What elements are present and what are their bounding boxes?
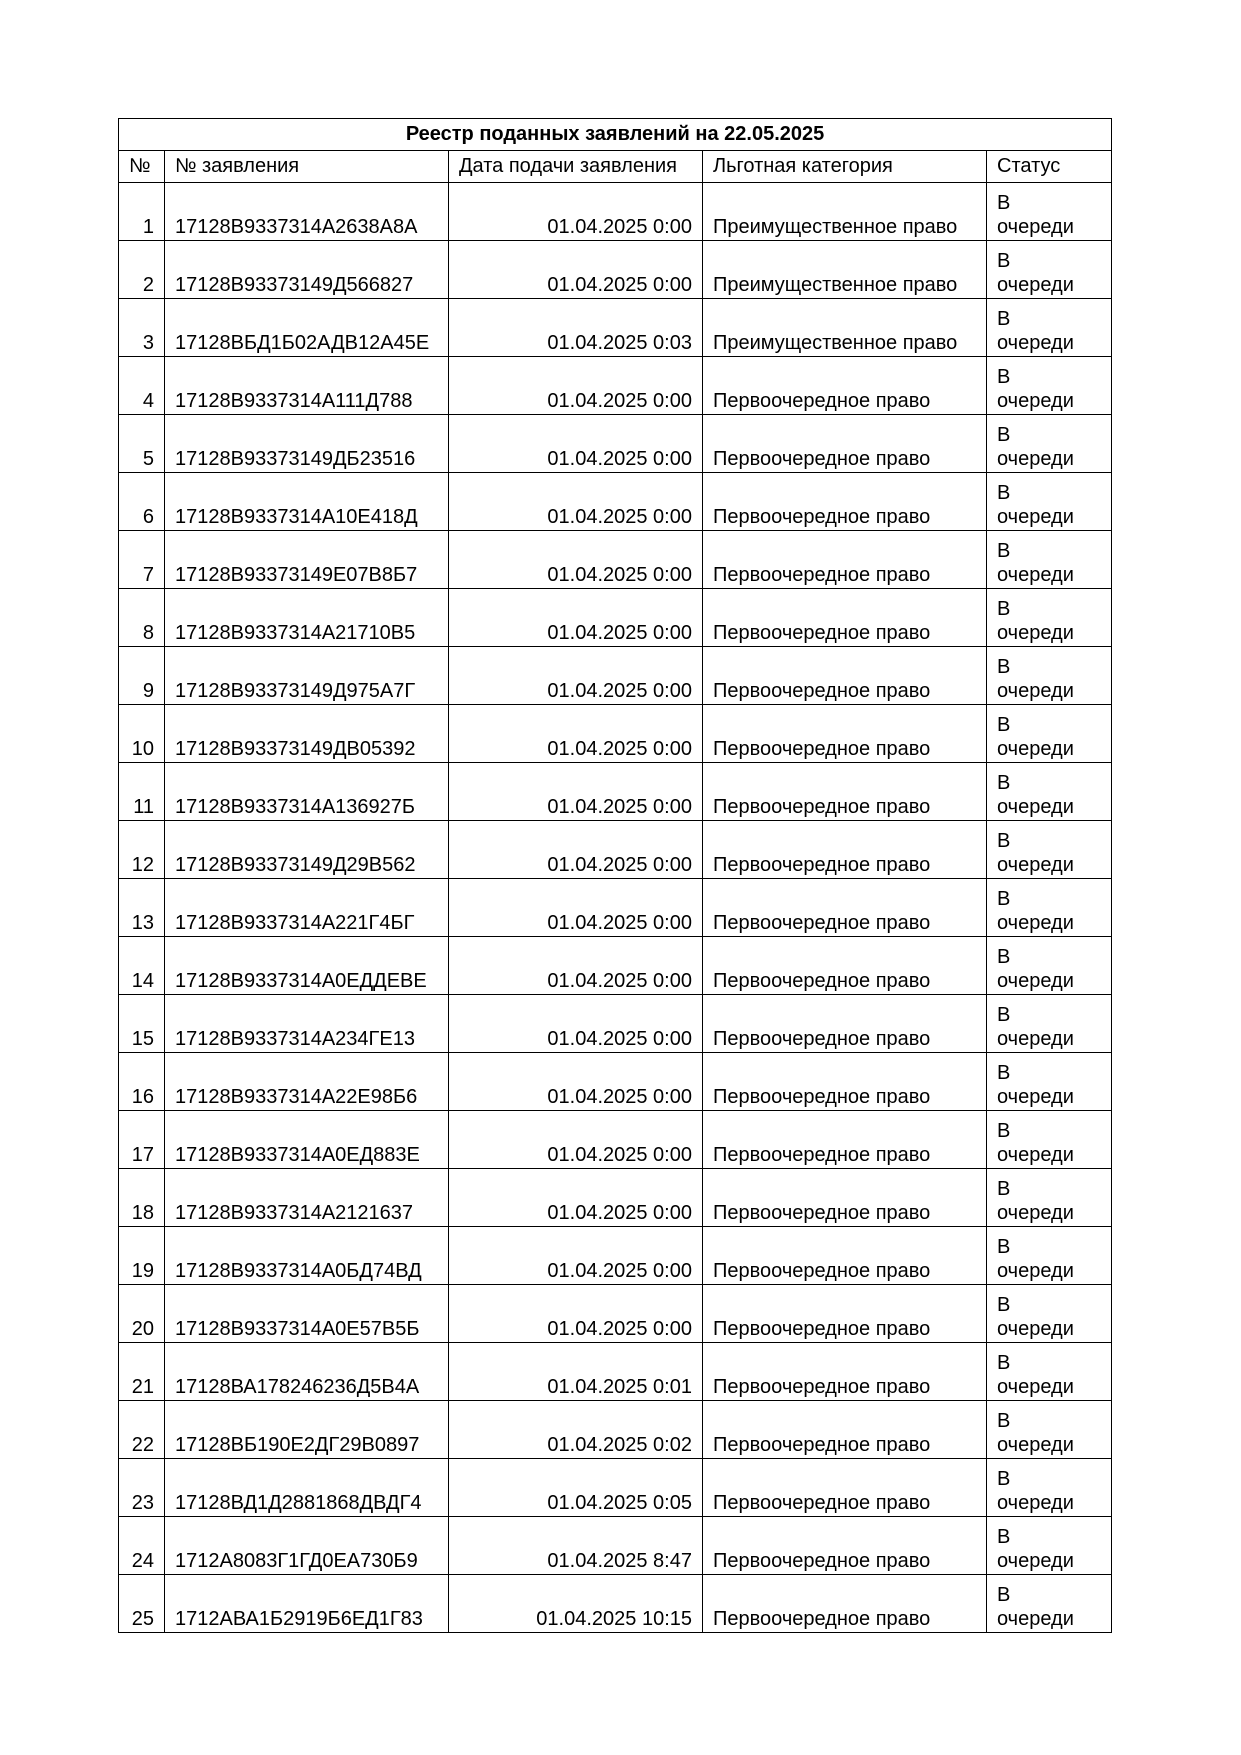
- status-text: В: [997, 1352, 1011, 1374]
- row-number: 23: [119, 1459, 165, 1517]
- application-id: 17128В9337314А221Г4БГ: [165, 879, 449, 937]
- status-text: В: [997, 540, 1011, 562]
- status: [987, 415, 1112, 473]
- table-row: [119, 1227, 1112, 1285]
- status: [987, 241, 1112, 299]
- benefit-category: Первоочередное право: [703, 647, 987, 705]
- table-row: [119, 821, 1112, 879]
- application-id: 17128ВБД1Б02АДВ12А45Е: [165, 299, 449, 357]
- registry-table: [118, 118, 1112, 1633]
- table-row: [119, 763, 1112, 821]
- status-text: очереди: [997, 332, 1074, 354]
- status: [987, 473, 1112, 531]
- application-id: 17128В9337314А2638А8А: [165, 183, 449, 241]
- status-text: очереди: [997, 506, 1074, 528]
- table-row: [119, 589, 1112, 647]
- status-text: В: [997, 714, 1011, 736]
- benefit-category: Преимущественное право: [703, 299, 987, 357]
- submission-date: 01.04.2025 0:05: [449, 1459, 703, 1517]
- column-header-benefit-category: Льготная категория: [703, 151, 987, 183]
- row-number: 8: [119, 589, 165, 647]
- status: [987, 879, 1112, 937]
- status: [987, 1053, 1112, 1111]
- column-header-application-id: № заявления: [165, 151, 449, 183]
- application-id: 17128В9337314А2121637: [165, 1169, 449, 1227]
- status-text: очереди: [997, 1318, 1074, 1340]
- status-text: очереди: [997, 448, 1074, 470]
- status-text: В: [997, 1468, 1011, 1490]
- status-text: В: [997, 192, 1011, 214]
- benefit-category: Первоочередное право: [703, 1517, 987, 1575]
- submission-date: 01.04.2025 0:02: [449, 1401, 703, 1459]
- status-text: В: [997, 1584, 1011, 1606]
- application-id: 17128В93373149ДБ23516: [165, 415, 449, 473]
- application-id: 17128ВД1Д2881868ДВДГ4: [165, 1459, 449, 1517]
- application-id: 1712АВА1Б2919Б6ЕД1Г83: [165, 1575, 449, 1633]
- row-number: 7: [119, 531, 165, 589]
- row-number: 17: [119, 1111, 165, 1169]
- status-text: очереди: [997, 274, 1074, 296]
- row-number: 3: [119, 299, 165, 357]
- benefit-category: Первоочередное право: [703, 937, 987, 995]
- table-row: [119, 531, 1112, 589]
- status: [987, 1227, 1112, 1285]
- column-header-submission-date: Дата подачи заявления: [449, 151, 703, 183]
- row-number: 12: [119, 821, 165, 879]
- status-text: В: [997, 482, 1011, 504]
- status-text: В: [997, 250, 1011, 272]
- benefit-category: Первоочередное право: [703, 1111, 987, 1169]
- benefit-category: Первоочередное право: [703, 1169, 987, 1227]
- submission-date: 01.04.2025 0:00: [449, 647, 703, 705]
- row-number: 16: [119, 1053, 165, 1111]
- table-row: [119, 473, 1112, 531]
- status-text: очереди: [997, 1550, 1074, 1572]
- benefit-category: Первоочередное право: [703, 1053, 987, 1111]
- status: [987, 763, 1112, 821]
- benefit-category: Первоочередное право: [703, 1343, 987, 1401]
- status-text: очереди: [997, 1202, 1074, 1224]
- application-id: 17128В9337314А0БД74ВД: [165, 1227, 449, 1285]
- submission-date: 01.04.2025 0:00: [449, 531, 703, 589]
- status-text: В: [997, 424, 1011, 446]
- status: [987, 589, 1112, 647]
- status-text: В: [997, 1236, 1011, 1258]
- status: [987, 1459, 1112, 1517]
- status-text: В: [997, 1294, 1011, 1316]
- submission-date: 01.04.2025 0:00: [449, 1169, 703, 1227]
- table-body: [119, 183, 1112, 1633]
- application-id: 17128В9337314А10Е418Д: [165, 473, 449, 531]
- table-row: [119, 1343, 1112, 1401]
- row-number: 20: [119, 1285, 165, 1343]
- status-text: В: [997, 656, 1011, 678]
- table-row: [119, 415, 1112, 473]
- row-number: 24: [119, 1517, 165, 1575]
- application-id: 17128В93373149Д29В562: [165, 821, 449, 879]
- benefit-category: Преимущественное право: [703, 241, 987, 299]
- submission-date: 01.04.2025 0:00: [449, 1053, 703, 1111]
- row-number: 1: [119, 183, 165, 241]
- table-row: [119, 1459, 1112, 1517]
- table-row: [119, 183, 1112, 241]
- table-row: [119, 357, 1112, 415]
- submission-date: 01.04.2025 0:00: [449, 763, 703, 821]
- status-text: очереди: [997, 912, 1074, 934]
- submission-date: 01.04.2025 0:03: [449, 299, 703, 357]
- benefit-category: Первоочередное право: [703, 821, 987, 879]
- benefit-category: Первоочередное право: [703, 705, 987, 763]
- submission-date: 01.04.2025 0:00: [449, 995, 703, 1053]
- row-number: 14: [119, 937, 165, 995]
- table-row: [119, 879, 1112, 937]
- benefit-category: Первоочередное право: [703, 415, 987, 473]
- submission-date: 01.04.2025 0:00: [449, 937, 703, 995]
- status: [987, 1401, 1112, 1459]
- application-id: 17128В93373149Е07В8Б7: [165, 531, 449, 589]
- benefit-category: Первоочередное право: [703, 1575, 987, 1633]
- benefit-category: Первоочередное право: [703, 531, 987, 589]
- application-id: 17128В9337314А136927Б: [165, 763, 449, 821]
- submission-date: 01.04.2025 0:00: [449, 589, 703, 647]
- status-text: очереди: [997, 1260, 1074, 1282]
- benefit-category: Первоочередное право: [703, 879, 987, 937]
- application-id: 17128В9337314А22Е98Б6: [165, 1053, 449, 1111]
- status: [987, 821, 1112, 879]
- status: [987, 705, 1112, 763]
- status: [987, 357, 1112, 415]
- table-row: [119, 1053, 1112, 1111]
- status-text: В: [997, 1410, 1011, 1432]
- row-number: 21: [119, 1343, 165, 1401]
- status-text: очереди: [997, 216, 1074, 238]
- submission-date: 01.04.2025 0:00: [449, 357, 703, 415]
- status-text: В: [997, 598, 1011, 620]
- submission-date: 01.04.2025 0:00: [449, 821, 703, 879]
- row-number: 18: [119, 1169, 165, 1227]
- column-header-status: Статус: [987, 151, 1112, 183]
- table-row: [119, 995, 1112, 1053]
- benefit-category: Первоочередное право: [703, 473, 987, 531]
- application-id: 17128В93373149Д975А7Г: [165, 647, 449, 705]
- table-row: [119, 1169, 1112, 1227]
- table-row: [119, 1111, 1112, 1169]
- benefit-category: Первоочередное право: [703, 357, 987, 415]
- status-text: очереди: [997, 796, 1074, 818]
- status-text: В: [997, 830, 1011, 852]
- application-id: 17128В9337314А234ГЕ13: [165, 995, 449, 1053]
- application-id: 17128В93373149Д566827: [165, 241, 449, 299]
- submission-date: 01.04.2025 0:00: [449, 1285, 703, 1343]
- table-row: [119, 241, 1112, 299]
- application-id: 17128В9337314А0ЕДДЕВЕ: [165, 937, 449, 995]
- row-number: 4: [119, 357, 165, 415]
- status: [987, 647, 1112, 705]
- benefit-category: Первоочередное право: [703, 1401, 987, 1459]
- row-number: 13: [119, 879, 165, 937]
- status: [987, 995, 1112, 1053]
- table-row: [119, 1575, 1112, 1633]
- title-row: [119, 119, 1112, 151]
- application-id: 1712А8083Г1ГД0ЕА730Б9: [165, 1517, 449, 1575]
- status: [987, 1517, 1112, 1575]
- benefit-category: Первоочередное право: [703, 589, 987, 647]
- row-number: 9: [119, 647, 165, 705]
- row-number: 15: [119, 995, 165, 1053]
- row-number: 25: [119, 1575, 165, 1633]
- table-row: [119, 299, 1112, 357]
- row-number: 5: [119, 415, 165, 473]
- status-text: В: [997, 946, 1011, 968]
- application-id: 17128В93373149ДВ05392: [165, 705, 449, 763]
- benefit-category: Первоочередное право: [703, 1227, 987, 1285]
- benefit-category: Первоочередное право: [703, 763, 987, 821]
- status-text: очереди: [997, 1144, 1074, 1166]
- status: [987, 531, 1112, 589]
- application-id: 17128В9337314А0ЕД883Е: [165, 1111, 449, 1169]
- table-row: [119, 1285, 1112, 1343]
- application-id: 17128В9337314А111Д788: [165, 357, 449, 415]
- status-text: В: [997, 1526, 1011, 1548]
- column-header-number: №: [119, 151, 165, 183]
- table-row: [119, 937, 1112, 995]
- table-row: [119, 647, 1112, 705]
- benefit-category: Первоочередное право: [703, 1285, 987, 1343]
- row-number: 6: [119, 473, 165, 531]
- submission-date: 01.04.2025 0:00: [449, 473, 703, 531]
- status: [987, 1343, 1112, 1401]
- submission-date: 01.04.2025 0:00: [449, 879, 703, 937]
- benefit-category: Первоочередное право: [703, 995, 987, 1053]
- status: [987, 1285, 1112, 1343]
- table-row: [119, 705, 1112, 763]
- status-text: очереди: [997, 622, 1074, 644]
- status-text: В: [997, 1178, 1011, 1200]
- benefit-category: Первоочередное право: [703, 1459, 987, 1517]
- status: [987, 937, 1112, 995]
- submission-date: 01.04.2025 0:00: [449, 241, 703, 299]
- row-number: 19: [119, 1227, 165, 1285]
- status: [987, 1111, 1112, 1169]
- submission-date: 01.04.2025 0:00: [449, 415, 703, 473]
- submission-date: 01.04.2025 0:00: [449, 1227, 703, 1285]
- row-number: 11: [119, 763, 165, 821]
- status-text: очереди: [997, 1492, 1074, 1514]
- application-id: 17128В9337314А0Е57В5Б: [165, 1285, 449, 1343]
- status-text: В: [997, 366, 1011, 388]
- status-text: очереди: [997, 738, 1074, 760]
- benefit-category: Преимущественное право: [703, 183, 987, 241]
- table-row: [119, 1401, 1112, 1459]
- application-id: 17128ВБ190Е2ДГ29В0897: [165, 1401, 449, 1459]
- status-text: очереди: [997, 854, 1074, 876]
- submission-date: 01.04.2025 10:15: [449, 1575, 703, 1633]
- application-id: 17128В9337314А21710В5: [165, 589, 449, 647]
- submission-date: 01.04.2025 0:00: [449, 183, 703, 241]
- status-text: В: [997, 308, 1011, 330]
- status-text: очереди: [997, 1086, 1074, 1108]
- status-text: В: [997, 1004, 1011, 1026]
- status-text: В: [997, 888, 1011, 910]
- status: [987, 299, 1112, 357]
- application-id: 17128ВА178246236Д5В4А: [165, 1343, 449, 1401]
- submission-date: 01.04.2025 0:00: [449, 705, 703, 763]
- status-text: В: [997, 772, 1011, 794]
- status-text: очереди: [997, 1608, 1074, 1630]
- status-text: В: [997, 1062, 1011, 1084]
- status-text: очереди: [997, 390, 1074, 412]
- status: [987, 1575, 1112, 1633]
- submission-date: 01.04.2025 0:00: [449, 1111, 703, 1169]
- status-text: В: [997, 1120, 1011, 1142]
- status-text: очереди: [997, 1434, 1074, 1456]
- document-title: Реестр поданных заявлений на 22.05.2025: [119, 119, 1112, 151]
- row-number: 22: [119, 1401, 165, 1459]
- status-text: очереди: [997, 1376, 1074, 1398]
- submission-date: 01.04.2025 8:47: [449, 1517, 703, 1575]
- status-text: очереди: [997, 970, 1074, 992]
- status-text: очереди: [997, 564, 1074, 586]
- submission-date: 01.04.2025 0:01: [449, 1343, 703, 1401]
- status: [987, 183, 1112, 241]
- status-text: очереди: [997, 1028, 1074, 1050]
- row-number: 10: [119, 705, 165, 763]
- status: [987, 1169, 1112, 1227]
- status-text: очереди: [997, 680, 1074, 702]
- table-row: [119, 1517, 1112, 1575]
- header-row: [119, 151, 1112, 183]
- row-number: 2: [119, 241, 165, 299]
